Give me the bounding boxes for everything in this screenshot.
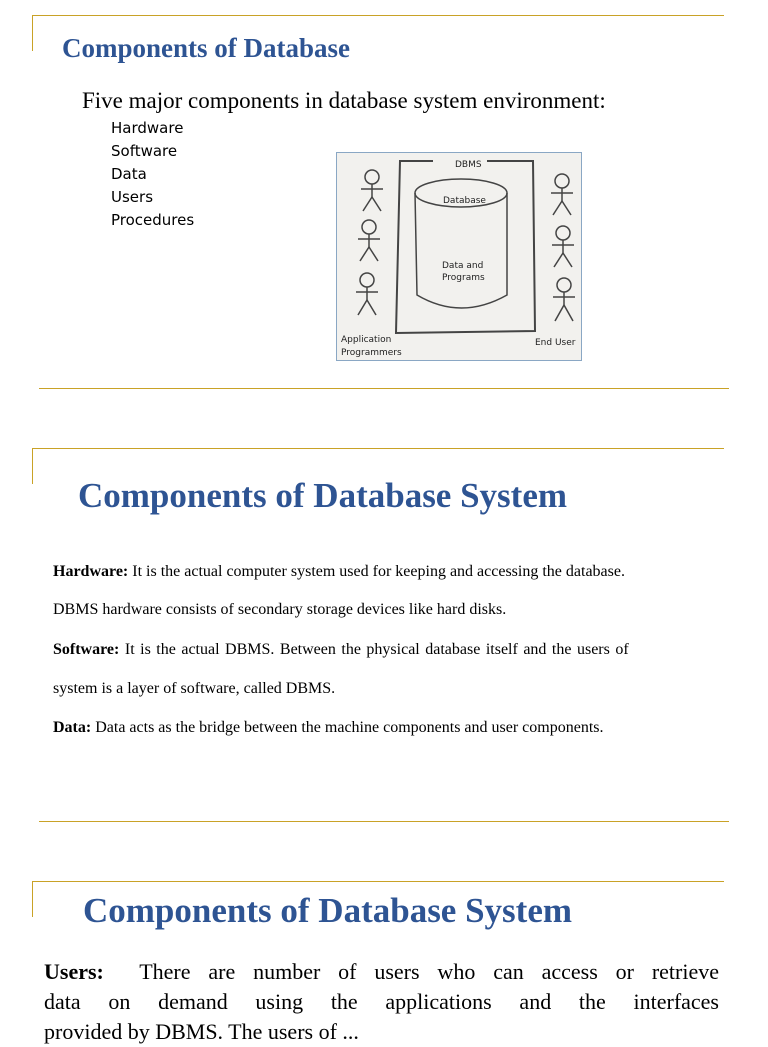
slide-1-left-border	[32, 15, 33, 51]
users-line-3: provided by DBMS. The users of ...	[44, 1019, 359, 1044]
hardware-paragraph-line2	[53, 601, 506, 619]
stick-figure-icon	[552, 226, 574, 267]
stick-figure-icon	[553, 278, 575, 321]
paragraph-text: DBMS hardware consists of secondary storage devices like hard disks.	[53, 601, 507, 618]
stick-figure-icon	[356, 273, 378, 315]
paragraph-text: It is the actual DBMS. Between the physical database itself and the users of	[119, 641, 629, 658]
slide-2-left-border	[32, 448, 33, 484]
users-line-2: data on demand using the applications and the interfaces	[44, 989, 719, 1014]
software-paragraph-line1	[53, 641, 629, 659]
data-programs-label-1: Data and	[442, 261, 484, 271]
dbms-diagram-drawing	[337, 153, 581, 360]
list-item: Procedures	[111, 211, 195, 229]
hardware-paragraph-line1	[53, 563, 625, 581]
list-item: Hardware	[111, 119, 184, 137]
term-label: Software:	[53, 641, 120, 658]
slide-2-title: Components of Database System	[78, 476, 568, 515]
end-user-label: End User	[535, 338, 576, 348]
app-programmers-label-1: Application	[341, 335, 392, 345]
term-label: Data:	[53, 719, 92, 736]
app-programmers-label-2: Programmers	[341, 348, 402, 358]
paragraph-text: There are number of users who can access or retrieve	[139, 959, 719, 984]
data-programs-label-2: Programs	[442, 273, 485, 283]
dbms-diagram	[336, 152, 582, 361]
term-label: Users:	[44, 959, 104, 984]
slide-3-top-border	[32, 881, 724, 882]
paragraph-text: system is a layer of software, called DBMS.	[53, 680, 336, 697]
slide-1-title: Components of Database	[62, 33, 351, 63]
slide-2-top-border	[32, 448, 724, 449]
slide-1-intro: Five major components in database system environment:	[82, 88, 606, 113]
stick-figure-icon	[361, 170, 383, 211]
term-label: Hardware:	[53, 563, 129, 580]
dbms-label: DBMS	[455, 160, 482, 170]
list-item: Software	[111, 142, 178, 160]
slide-3-title: Components of Database System	[83, 891, 573, 930]
data-paragraph	[53, 719, 604, 737]
slide-2-bottom-rule	[39, 821, 729, 822]
software-paragraph-line2	[53, 680, 335, 698]
slide-1-top-border	[32, 15, 724, 16]
paragraph-text: Data acts as the bridge between the machine components and user components.	[91, 719, 604, 736]
slide-3-left-border	[32, 881, 33, 917]
list-item: Data	[111, 165, 147, 183]
slide-1-bottom-rule	[39, 388, 729, 389]
users-line-1	[44, 957, 719, 987]
users-paragraph	[44, 957, 719, 1047]
stick-figure-icon	[358, 220, 380, 261]
database-label: Database	[443, 196, 486, 206]
list-item: Users	[111, 188, 154, 206]
paragraph-text: It is the actual computer system used for keeping and accessing the database.	[128, 563, 625, 580]
component-list	[111, 117, 194, 232]
database-cylinder-body	[415, 193, 507, 308]
stick-figure-icon	[551, 174, 573, 215]
